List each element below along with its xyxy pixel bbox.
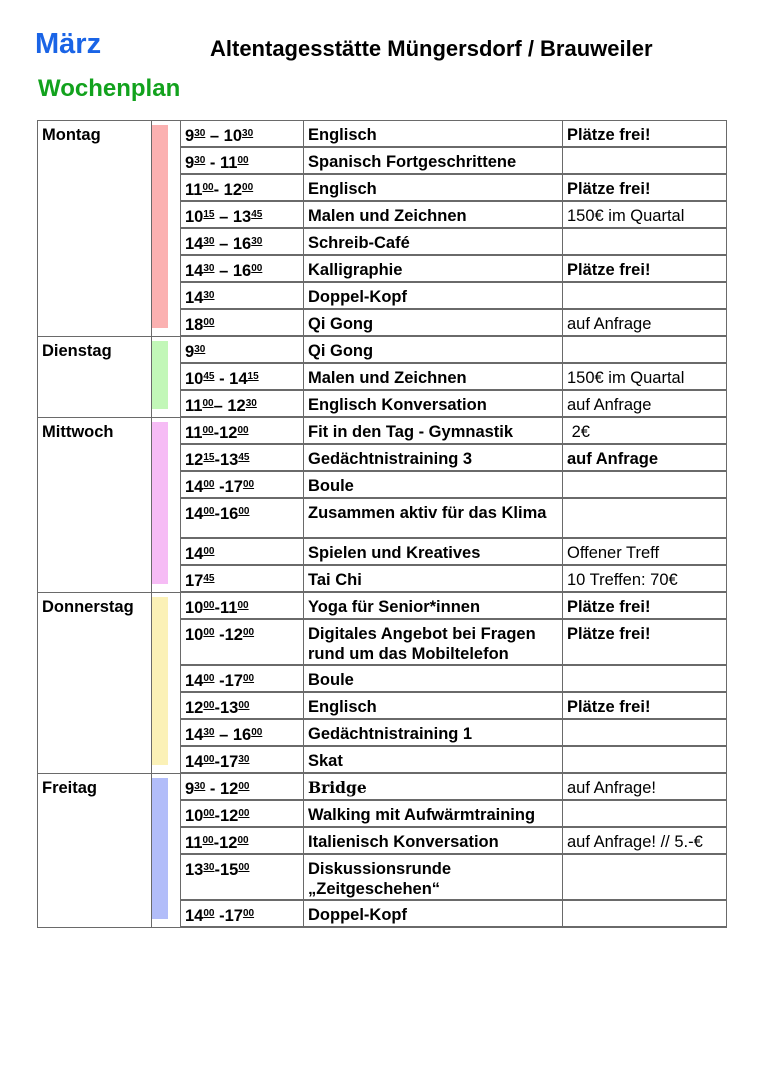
time-hour: 11 <box>185 834 203 852</box>
time-separator: – <box>214 726 233 744</box>
time-hour: 10 <box>185 370 204 388</box>
time-hour: 17 <box>219 753 239 771</box>
note-cell: 150€ im Quartal <box>563 363 727 390</box>
time-cell <box>181 800 304 827</box>
time-minutes: 00 <box>203 600 215 611</box>
time-separator: – <box>205 127 224 145</box>
note-cell: 2€ <box>563 417 727 444</box>
note-cell <box>563 471 727 498</box>
time-separator: - <box>214 672 225 690</box>
time-minutes: 00 <box>238 700 250 711</box>
time-minutes: 00 <box>202 835 214 846</box>
time-minutes: 00 <box>202 425 214 436</box>
time-hour: 11 <box>185 397 203 415</box>
time-hour: 12 <box>219 424 238 442</box>
time-hour: 14 <box>185 289 204 307</box>
note-cell: 150€ im Quartal <box>563 201 727 228</box>
note-cell: Plätze frei! <box>563 174 727 201</box>
time-separator: - <box>214 753 220 771</box>
time-cell <box>181 255 304 282</box>
schedule-row <box>38 417 727 444</box>
day-color-strip <box>152 597 168 765</box>
time-hour: 9 <box>185 780 195 798</box>
time-minutes: 30 <box>203 727 215 738</box>
time-minutes: 00 <box>237 425 249 436</box>
schedule-row <box>38 592 727 619</box>
time-hour: 16 <box>219 505 239 523</box>
time-hour: 14 <box>185 505 204 523</box>
time-hour: 16 <box>232 726 252 744</box>
activity-cell: Qi Gong <box>304 309 563 336</box>
note-cell <box>563 228 727 255</box>
time-hour: 17 <box>185 572 204 590</box>
day-label: Mittwoch <box>38 417 152 592</box>
note-cell <box>563 800 727 827</box>
time-cell <box>181 147 304 174</box>
time-hour: 13 <box>219 699 239 717</box>
time-hour: 14 <box>185 726 204 744</box>
time-minutes: 30 <box>194 344 206 355</box>
time-hour: 16 <box>232 262 252 280</box>
activity-cell: Italienisch Konversation <box>304 827 563 854</box>
time-hour: 14 <box>185 907 204 925</box>
time-cell <box>181 538 304 565</box>
time-separator: - <box>213 424 220 442</box>
time-cell <box>181 746 304 773</box>
time-hour: 14 <box>185 753 204 771</box>
month-title: März <box>35 28 102 60</box>
day-color-bar <box>152 121 181 337</box>
activity-cell: Englisch <box>304 692 563 719</box>
time-separator: - <box>214 505 220 523</box>
activity-cell: Gedächtnistraining 1 <box>304 719 563 746</box>
time-minutes: 00 <box>202 398 214 409</box>
time-hour: 12 <box>219 807 239 825</box>
time-cell <box>181 174 304 201</box>
time-hour: 13 <box>219 451 239 469</box>
time-cell <box>181 665 304 692</box>
schedule-row <box>38 121 727 148</box>
time-minutes: 00 <box>242 479 255 490</box>
day-color-strip <box>152 125 168 328</box>
time-cell <box>181 228 304 255</box>
time-minutes: 00 <box>203 754 215 765</box>
time-minutes: 00 <box>242 673 255 684</box>
activity-cell: Digitales Angebot bei Fragen rund um das Mobiltelefon <box>304 619 563 665</box>
day-color-bar <box>152 773 181 927</box>
time-hour: 14 <box>185 235 204 253</box>
time-minutes: 00 <box>238 808 250 819</box>
activity-cell: Spielen und Kreatives <box>304 538 563 565</box>
day-color-bar <box>152 336 181 417</box>
time-hour: 14 <box>185 672 204 690</box>
activity-cell: Doppel-Kopf <box>304 900 563 927</box>
time-minutes: 00 <box>242 627 255 638</box>
day-label: Donnerstag <box>38 592 152 773</box>
activity-cell: Boule <box>304 665 563 692</box>
time-separator: - <box>205 154 220 172</box>
note-cell: auf Anfrage <box>563 444 727 471</box>
day-label: Freitag <box>38 773 152 927</box>
activity-cell: Yoga für Senior*innen <box>304 592 563 619</box>
time-minutes: 00 <box>238 781 250 792</box>
day-color-strip <box>152 422 168 584</box>
day-label: Montag <box>38 121 152 337</box>
time-hour: 12 <box>227 397 246 415</box>
note-cell: auf Anfrage <box>563 390 727 417</box>
note-cell <box>563 498 727 538</box>
note-cell: Plätze frei! <box>563 255 727 282</box>
time-minutes: 30 <box>194 781 206 792</box>
weekly-schedule-table <box>37 120 727 928</box>
note-cell <box>563 665 727 692</box>
time-hour: 12 <box>185 451 204 469</box>
time-hour: 9 <box>185 154 195 172</box>
time-minutes: 00 <box>237 155 249 166</box>
time-separator: - <box>214 478 225 496</box>
time-minutes: 15 <box>247 371 259 382</box>
activity-cell: Englisch <box>304 174 563 201</box>
time-cell <box>181 692 304 719</box>
note-cell <box>563 282 727 309</box>
time-cell <box>181 471 304 498</box>
time-separator: - <box>214 699 220 717</box>
time-minutes: 00 <box>237 835 249 846</box>
time-cell <box>181 827 304 854</box>
time-cell <box>181 773 304 800</box>
time-hour: 14 <box>185 478 204 496</box>
note-cell: Plätze frei! <box>563 592 727 619</box>
time-cell <box>181 309 304 336</box>
time-minutes: 00 <box>203 506 215 517</box>
time-cell <box>181 592 304 619</box>
activity-cell: Skat <box>304 746 563 773</box>
note-cell: Plätze frei! <box>563 619 727 665</box>
time-hour: 11 <box>185 181 203 199</box>
time-minutes: 30 <box>238 754 250 765</box>
time-hour: 12 <box>223 181 243 199</box>
time-hour: 16 <box>232 235 252 253</box>
time-minutes: 00 <box>242 182 254 193</box>
time-separator: - <box>214 807 220 825</box>
note-cell <box>563 147 727 174</box>
note-cell: 10 Treffen: 70€ <box>563 565 727 592</box>
note-cell <box>563 854 727 900</box>
time-hour: 17 <box>224 672 243 690</box>
time-hour: 12 <box>219 834 238 852</box>
time-hour: 10 <box>185 807 204 825</box>
time-separator: – <box>214 235 233 253</box>
time-separator: – <box>214 208 233 226</box>
time-minutes: 30 <box>203 290 215 301</box>
time-separator: - <box>214 451 220 469</box>
time-hour: 10 <box>185 626 204 644</box>
time-separator: - <box>214 370 230 388</box>
time-hour: 10 <box>223 127 243 145</box>
time-minutes: 00 <box>251 727 263 738</box>
time-cell <box>181 854 304 900</box>
time-minutes: 45 <box>251 209 263 220</box>
activity-cell: Boule <box>304 471 563 498</box>
time-separator: – <box>214 262 233 280</box>
time-minutes: 30 <box>194 128 206 139</box>
activity-cell: Qi Gong <box>304 336 563 363</box>
time-hour: 12 <box>224 626 243 644</box>
activity-cell: Englisch <box>304 121 563 148</box>
activity-cell: Diskussionsrunde „Zeitgeschehen“ <box>304 854 563 900</box>
note-cell: auf Anfrage! <box>563 773 727 800</box>
note-cell: auf Anfrage <box>563 309 727 336</box>
time-hour: 17 <box>224 478 243 496</box>
time-hour: 10 <box>185 208 204 226</box>
time-hour: 14 <box>185 262 204 280</box>
time-hour: 12 <box>219 780 239 798</box>
day-color-strip <box>152 341 168 409</box>
note-cell <box>563 336 727 363</box>
activity-cell: Fit in den Tag - Gymnastik <box>304 417 563 444</box>
time-cell <box>181 565 304 592</box>
time-minutes: 00 <box>203 627 215 638</box>
time-hour: 11 <box>185 424 203 442</box>
time-minutes: 30 <box>245 398 257 409</box>
time-cell <box>181 363 304 390</box>
time-minutes: 00 <box>251 263 263 274</box>
time-cell <box>181 201 304 228</box>
activity-cell: Spanisch Fortgeschrittene <box>304 147 563 174</box>
time-minutes: 45 <box>203 573 215 584</box>
time-minutes: 30 <box>194 155 206 166</box>
time-minutes: 00 <box>242 908 255 919</box>
time-separator: - <box>214 907 225 925</box>
note-cell <box>563 900 727 927</box>
activity-cell: Schreib-Café <box>304 228 563 255</box>
time-separator: - <box>214 861 220 879</box>
time-minutes: 30 <box>203 862 215 873</box>
time-hour: 9 <box>185 127 195 145</box>
time-minutes: 45 <box>238 452 250 463</box>
time-minutes: 00 <box>238 506 250 517</box>
time-cell <box>181 336 304 363</box>
day-label: Dienstag <box>38 336 152 417</box>
page-title: Altentagesstätte Müngersdorf / Brauweiler <box>210 36 653 61</box>
time-cell <box>181 719 304 746</box>
time-minutes: 00 <box>203 808 215 819</box>
time-minutes: 00 <box>203 908 215 919</box>
day-color-bar <box>152 592 181 773</box>
time-cell <box>181 417 304 444</box>
schedule-row <box>38 773 727 800</box>
time-hour: 10 <box>185 599 204 617</box>
page-subtitle: Wochenplan <box>38 75 181 102</box>
note-cell: Offener Treff <box>563 538 727 565</box>
time-hour: 13 <box>185 861 204 879</box>
activity-cell: Zusammen aktiv für das Klima <box>304 498 563 538</box>
activity-cell: Doppel-Kopf <box>304 282 563 309</box>
time-minutes: 00 <box>203 673 215 684</box>
time-cell <box>181 282 304 309</box>
time-cell <box>181 900 304 927</box>
time-minutes: 45 <box>203 371 215 382</box>
time-minutes: 15 <box>203 452 215 463</box>
time-hour: 12 <box>185 699 204 717</box>
time-cell <box>181 121 304 148</box>
time-minutes: 00 <box>203 479 215 490</box>
activity-cell: Gedächtnistraining 3 <box>304 444 563 471</box>
activity-cell: Bridge <box>304 773 563 800</box>
time-hour: 13 <box>232 208 252 226</box>
activity-cell: Tai Chi <box>304 565 563 592</box>
time-hour: 11 <box>219 154 238 172</box>
time-minutes: 30 <box>203 236 215 247</box>
note-cell: auf Anfrage! // 5.-€ <box>563 827 727 854</box>
time-hour: 15 <box>219 861 239 879</box>
time-minutes: 30 <box>242 128 254 139</box>
time-separator: - <box>213 181 224 199</box>
activity-cell: Walking mit Aufwärmtraining <box>304 800 563 827</box>
schedule-row <box>38 336 727 363</box>
time-separator: - <box>213 834 220 852</box>
activity-cell: Kalligraphie <box>304 255 563 282</box>
note-cell <box>563 719 727 746</box>
time-cell <box>181 498 304 538</box>
time-separator: - <box>205 780 220 798</box>
time-minutes: 00 <box>203 700 215 711</box>
time-hour: 14 <box>185 545 204 563</box>
time-minutes: 00 <box>237 600 249 611</box>
activity-cell: Malen und Zeichnen <box>304 201 563 228</box>
time-separator: - <box>214 599 220 617</box>
time-hour: 9 <box>185 343 195 361</box>
note-cell: Plätze frei! <box>563 121 727 148</box>
time-minutes: 00 <box>238 862 250 873</box>
schedule-body <box>38 121 727 928</box>
time-cell <box>181 390 304 417</box>
time-minutes: 00 <box>203 317 215 328</box>
time-separator: - <box>214 626 225 644</box>
activity-cell: Malen und Zeichnen <box>304 363 563 390</box>
time-minutes: 00 <box>203 546 215 557</box>
time-hour: 11 <box>219 599 238 617</box>
time-minutes: 30 <box>203 263 215 274</box>
time-cell <box>181 619 304 665</box>
time-hour: 18 <box>185 316 204 334</box>
day-color-strip <box>152 778 168 919</box>
day-color-bar <box>152 417 181 592</box>
note-cell <box>563 746 727 773</box>
time-cell <box>181 444 304 471</box>
time-minutes: 15 <box>203 209 215 220</box>
note-cell: Plätze frei! <box>563 692 727 719</box>
time-minutes: 30 <box>251 236 263 247</box>
time-hour: 14 <box>229 370 248 388</box>
time-separator: – <box>213 397 228 415</box>
activity-cell: Englisch Konversation <box>304 390 563 417</box>
time-hour: 17 <box>224 907 243 925</box>
time-minutes: 00 <box>202 182 214 193</box>
